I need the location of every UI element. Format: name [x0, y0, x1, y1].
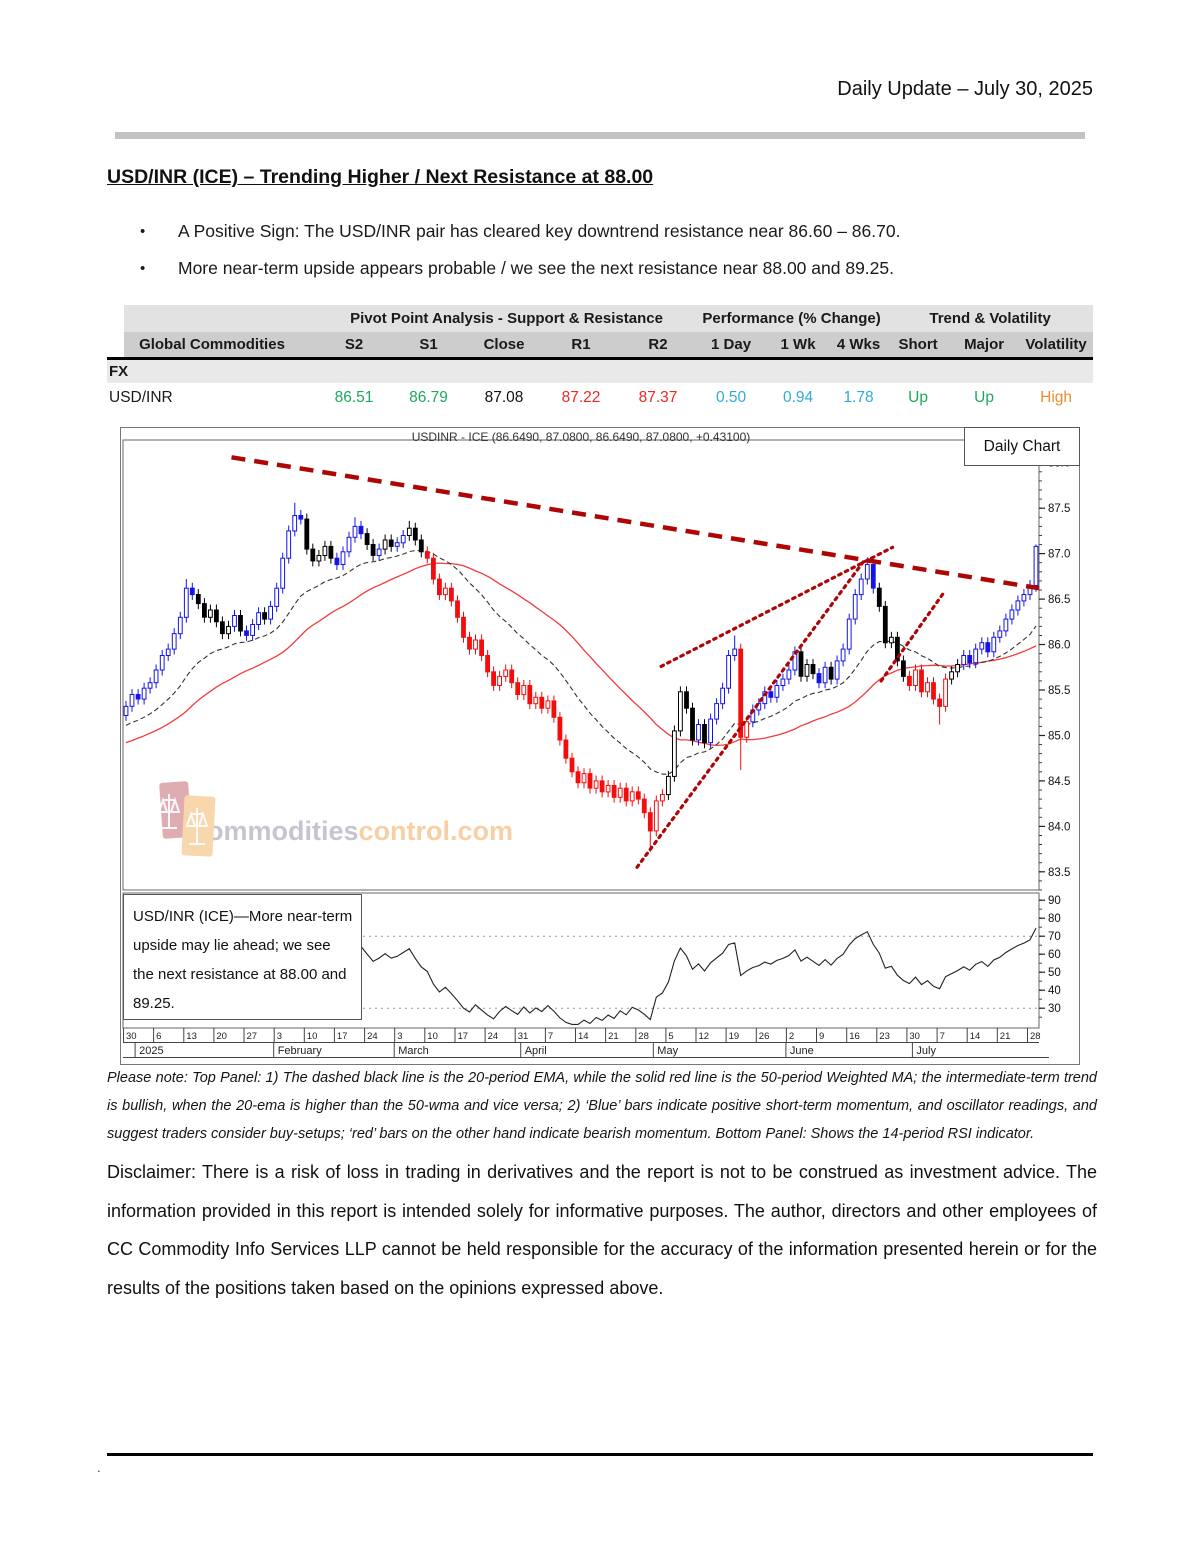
col-header: 1 Wk: [766, 332, 830, 359]
table-group-header-row: [107, 305, 1093, 332]
table-cell: [107, 305, 317, 332]
svg-text:26: 26: [758, 1031, 770, 1042]
svg-text:10: 10: [306, 1031, 318, 1042]
value-r2: 87.37: [638, 389, 678, 406]
svg-text:60: 60: [1048, 949, 1061, 962]
table-section-row: [107, 359, 1093, 384]
col-header: Short: [887, 332, 949, 359]
svg-text:84.5: 84.5: [1048, 775, 1071, 788]
svg-text:40: 40: [1048, 985, 1061, 998]
svg-text:June: June: [789, 1045, 814, 1057]
svg-text:20: 20: [216, 1031, 227, 1042]
svg-text:9: 9: [819, 1031, 825, 1042]
svg-text:86.5: 86.5: [1048, 594, 1071, 607]
value-major-trend: Up: [974, 389, 994, 406]
value-r1: 87.22: [561, 389, 601, 406]
group-header-pivot: Pivot Point Analysis - Support & Resistance: [317, 305, 696, 332]
value-s1: 86.79: [409, 389, 448, 406]
col-header: R2: [620, 332, 696, 359]
group-header-performance: Performance (% Change): [696, 305, 887, 332]
chart-footnote: Please note: Top Panel: 1) The dashed black line is the 20-period EMA, while the solid red line is the 50-period Weighted MA; the intermediate-term trend is bullish, when the 20-ema is higher than the 50-wma and vice versa; 2) ‘Blue’ bars indicate positive short-term momentum, and oscillator readings, and suggest traders consider buy-setups; ‘red’ bars on the other hand indicate bearish momentum. Bottom Panel: Shows the 14-period RSI indicator.: [107, 1070, 1097, 1142]
svg-text:87.5: 87.5: [1048, 503, 1071, 516]
svg-text:July: July: [916, 1045, 936, 1057]
value-4wks: 1.78: [843, 389, 874, 406]
svg-text:85.5: 85.5: [1048, 685, 1071, 697]
col-header: Volatility: [1019, 332, 1093, 359]
disclaimer: Disclaimer: There is a risk of loss in trading in derivatives and the report is not to be construed as investment advice. The information provided in this report is intended solely for informative purposes. The author, directors and other employees of CC Commodity Info Services LLP cannot be held responsible for the accuracy of the information presented herein or for the results of the positions taken based on the opinions expressed above.: [107, 1162, 1097, 1298]
svg-text:14: 14: [578, 1031, 589, 1042]
chart-annotation-box: USD/INR (ICE)—More near-term upside may lie ahead; we see the next resistance at 88.00 and 89.25.: [123, 894, 362, 1020]
svg-text:23: 23: [879, 1031, 890, 1042]
footer-divider: [107, 1453, 1093, 1456]
svg-text:70: 70: [1048, 931, 1061, 944]
svg-text:14: 14: [969, 1031, 981, 1042]
page-header-date: Daily Update – July 30, 2025: [837, 78, 1093, 100]
svg-text:24: 24: [367, 1031, 378, 1042]
svg-text:30: 30: [1048, 1003, 1061, 1016]
header-divider-bar: [115, 132, 1085, 139]
col-header: Major: [949, 332, 1019, 359]
bullet-text: More near-term upside appears probable / we see the next resistance near 88.00 and 89.25.: [178, 258, 894, 278]
group-header-trend: Trend & Volatility: [887, 305, 1093, 332]
svg-text:April: April: [524, 1045, 547, 1057]
daily-chart: [120, 427, 1080, 1065]
col-header: R1: [542, 332, 620, 359]
svg-text:85.0: 85.0: [1048, 730, 1071, 743]
value-s2: 86.51: [334, 389, 374, 406]
section-label: FX: [107, 359, 1093, 384]
svg-text:31: 31: [517, 1031, 529, 1042]
svg-text:90: 90: [1048, 895, 1061, 908]
svg-text:5: 5: [668, 1031, 674, 1042]
svg-text:17: 17: [336, 1031, 348, 1042]
svg-text:84.0: 84.0: [1048, 821, 1071, 834]
svg-text:10: 10: [427, 1031, 438, 1042]
bullet-item: [140, 220, 1070, 243]
svg-text:21: 21: [999, 1031, 1011, 1042]
svg-text:27: 27: [246, 1031, 258, 1042]
svg-text:March: March: [398, 1045, 429, 1057]
chart-badge: Daily Chart: [964, 427, 1080, 466]
table-row: [107, 383, 1093, 413]
svg-text:21: 21: [608, 1031, 619, 1042]
svg-text:2: 2: [788, 1031, 795, 1042]
col-header: Global Commodities: [107, 332, 317, 359]
bullet-icon: •: [140, 260, 146, 277]
table-column-header-row: [107, 332, 1093, 359]
svg-text:February: February: [277, 1045, 322, 1057]
pivot-table: [107, 305, 1093, 413]
value-volatility: High: [1040, 389, 1073, 406]
chart-title: USDINR - ICE (86.6490, 87.0800, 86.6490, 87.0800, +0.43100): [411, 430, 751, 444]
svg-text:13: 13: [186, 1031, 197, 1042]
svg-text:50: 50: [1048, 967, 1061, 980]
svg-text:30: 30: [909, 1031, 920, 1042]
value-1wk: 0.94: [782, 389, 814, 406]
bullet-item: [140, 257, 1070, 280]
svg-text:87.0: 87.0: [1048, 548, 1071, 561]
svg-text:24: 24: [487, 1031, 499, 1042]
svg-text:3: 3: [276, 1031, 282, 1042]
svg-text:28: 28: [1030, 1031, 1041, 1042]
summary-bullets: [140, 220, 1070, 294]
bullet-icon: •: [140, 223, 146, 240]
svg-text:19: 19: [728, 1031, 740, 1042]
svg-text:12: 12: [698, 1031, 710, 1042]
svg-text:30: 30: [126, 1031, 137, 1042]
svg-text:80: 80: [1048, 913, 1061, 926]
value-close: 87.08: [484, 389, 524, 406]
col-header: Close: [466, 332, 542, 359]
svg-text:16: 16: [849, 1031, 860, 1042]
svg-text:28: 28: [638, 1031, 649, 1042]
svg-text:7: 7: [547, 1031, 554, 1042]
instrument-name: USD/INR: [109, 389, 173, 406]
col-header: S2: [317, 332, 391, 359]
svg-text:86.0: 86.0: [1048, 639, 1071, 652]
col-header: 4 Wks: [830, 332, 887, 359]
footer-dot: .: [97, 1460, 101, 1475]
svg-text:7: 7: [939, 1031, 945, 1042]
svg-text:May: May: [657, 1045, 679, 1057]
value-1day: 0.50: [715, 389, 747, 406]
col-header: S1: [391, 332, 466, 359]
col-header: 1 Day: [696, 332, 766, 359]
value-short-trend: Up: [908, 389, 928, 406]
watermark-text: commoditiescontrol.com: [192, 816, 514, 846]
bullet-text: A Positive Sign: The USD/INR pair has cleared key downtrend resistance near 86.60 – 86.70.: [178, 221, 901, 241]
section-title: USD/INR (ICE) – Trending Higher / Next Resistance at 88.00: [107, 166, 654, 188]
svg-text:2025: 2025: [139, 1045, 164, 1057]
svg-text:17: 17: [457, 1031, 469, 1042]
svg-text:83.5: 83.5: [1048, 866, 1071, 879]
svg-text:3: 3: [397, 1031, 403, 1042]
svg-text:6: 6: [156, 1031, 162, 1042]
